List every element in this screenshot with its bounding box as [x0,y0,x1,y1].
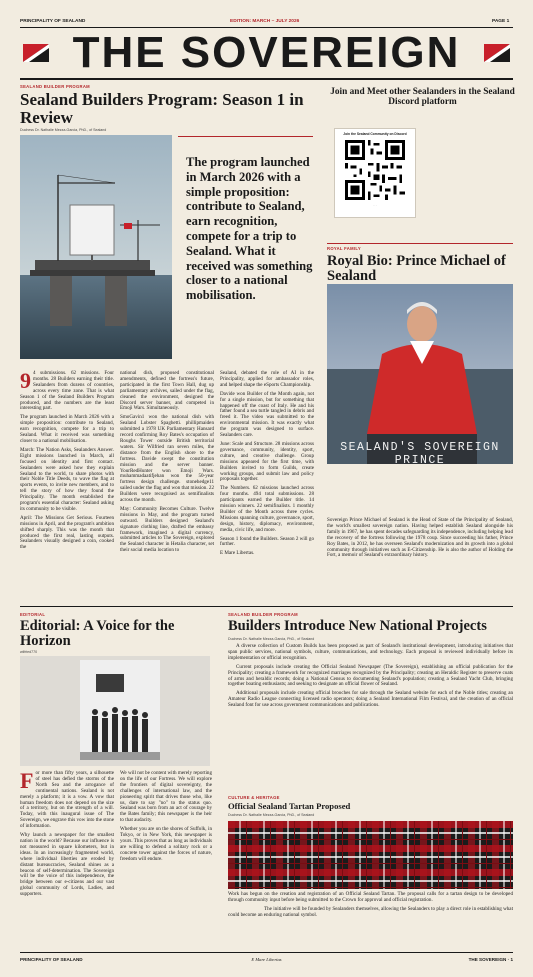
masthead-page: PAGE 1 [492,19,510,24]
projects-p2: Current proposals include creating the Official Sealand Newspaper (The Sovereign), establishing an official publication for the Principality; creating a framework for recognized marriages recognized by the Principality; creating an Heraldic Register to preserve coats of arms and heraldic records; doing a National Census to documenting Sealand's population; creating a Sealand Yacht Club, bringing together boating enthusiasts; and seeking to designate an official flower of Sealand. [228,663,513,688]
prince-michael-photo [327,284,513,464]
lead-col3-p4: The Numbers. 62 missions launched across four months. 494 total submissions. 28 participants earned the Builder title. 14 mission winners. 22 semifinalists. 1 monthly Builder of the Month across three cycles. Missions spanning culture, governance, sport, design, history, diplomacy, environment, media, civic life, and more. [220,485,314,533]
lead-byline: Duchess Dr. Nathalie Mezza-Garcia, PhD., of Sealand [20,128,107,132]
projects-p1: A diverse collection of Custom Builds has been proposed as part of Sealand's institutional development, introducing initiatives that span public services, national symbols, culture, communications, and technology. Each proposal is reviewed individually before its implementation or official recognition. [228,643,513,661]
sealand-fortress-photo [20,135,172,359]
lead-col3-p1: Sealand, debated the role of AI in the Principality, applied for ambassador roles, and helped shape the eSports Championship. [220,370,314,388]
section-divider [20,606,513,607]
bio-headline: Royal Bio: Prince Michael of Sealand [327,253,506,284]
discord-card [334,128,416,218]
lead-photo-rule [178,136,313,137]
projects-kicker: SEALAND BUILDER PROGRAM [228,612,298,617]
bio-text: Sovereign Prince Michael of Sealand is the Head of State of the Principality of Sealand, the world's smallest sovereign nation. Having helped establish Sealand alongside his family in 1967, he has spent decades safeguarding its independence, including helping lead the recovery of the fortress following the 1978 coup. Since succeeding his father, Prince Roy Bates, in 2012, he has overseen Sealand's modernization and its growth into a global community through initiatives such as E-Citizenship. He is also the author of Holding the Fort, a memoir of Sealand's extraordinary history. [327,517,513,559]
projects-byline: Duchess Dr. Nathalie Mezza-Garcia, PhD., of Sealand [228,637,315,641]
masthead-left: PRINCIPALITY OF SEALAND [20,19,86,24]
lead-dropcap: 9 [20,368,31,393]
projects-headline: Builders Introduce New National Projects [228,618,487,634]
discord-headline: Join and Meet other Sealanders in the Sealand Discord platform [330,87,515,107]
editorial-kicker: EDITORIAL [20,612,46,617]
lead-col1-p4: April: The Missions Get Serious. Fourteen missions in April, and the program's ambition shifted sharply. This was the month that produced the first real, lasting outputs. Sealanders visually designed a coin, cooked the [20,514,114,551]
lead-col3-p5: Season 1 found the Builders. Season 2 will go further. [220,535,314,548]
lead-col1-p2: The program launched in March 2026 with a simple proposition: contribute to Sealand, earn recognition, compete for a trip to Sealand. What it received was something closer to a national mobilisation. [20,414,114,444]
bio-rule [327,243,513,244]
editorial-col2-p2: Whether you are on the shores of Suffolk, in Tokyo, or in New York, this newspaper is yours. This proves that as long as individuals are willing to defend a solitary rock or a concrete tower against the forces of nature, freedom will endure. [120,826,212,862]
editorial-col1-p2: Why launch a newspaper for the smallest nation in the world? Because our influence is not measured in square kilometers, but in ideas. In an increasingly fragmented world, where individual liberties are eroded by distant bureaucracies, Sealand shines as a beacon of self-determination. The Sovereign will be the voice of this independence, the bridge between our e-citizens and our vast global community of Lords, Ladies, and supporters. [20,832,114,898]
lead-col2-p3: May: Community Becomes Culture. Twelve missions in May, and the program turned outward. Builders designed Sealand's signature clothing line, drafted the embassy framework, imagined a digital currency, submitted articles to The Sovereign, explored the Sealand character in Hetalia character, set their social media location to [120,505,214,554]
lead-column-2 [120,371,214,557]
tartan-pattern-image [228,821,513,889]
editorial-headline: Editorial: A Voice for the Horizon [20,618,175,649]
projects-p3: Additional proposals include creating official brooches for sale through the Sealand website for each of the Noble titles; creating an Amateur Radio League connecting licensed radio operators; doing a Sealand International Film Festival, and the creation of an official Sealand font for use across government communications and publications. [228,690,513,709]
bio-photo-caption: SEALAND'S SOVEREIGN PRINCE [340,441,500,467]
lead-col3-p6: E Mare Libertas. [220,550,255,557]
tartan-byline: Duchess Dr. Nathalie Mezza-Garcia, PhD., of Sealand [228,813,315,817]
lead-col3-p2: Davide won Builder of the Month again, not for a single mission, but for something that happened off the coast of Italy. He and his father found a sea turtle tangled in debris and freed it. The video was submitted to the environmental mission. It was exactly what the program was designed to surface. Sealanders care. [220,390,314,439]
footer-right: THE SOVEREIGN · 1 [468,957,513,962]
sealand-flag-right [484,44,510,62]
editorial-dropcap: F [20,768,34,793]
tartan-headline: Official Sealand Tartan Proposed [228,801,351,811]
discord-qr-code[interactable] [345,140,405,200]
editorial-column-2 [120,771,212,866]
lead-pullquote: The program launched in March 2026 with a simple proposition: contribute to Sealand, earn recognition, compete for a trip to Sealand. What it received was something closer to a national mobilisation. [186,155,313,303]
lead-col1-p3: March: The Nation Asks, Sealanders Answer. Eight missions launched in March, all focused on identity and first contact. Sealanders were asked how they explain Sealand to the world, to share photos with their Noble Title Deeds, to wave the flag at sports events, to invite new members, and to tell the story of how they found the Principality. The month established the program's essential character: Sealand asking its community to be visible. [20,446,114,512]
footer-rule [20,952,513,953]
lead-col1-p1: 4 submissions. 62 missions. Four months. 28 Builders earning their title. Sealanders from dozens of countries, across every time zone. That is what Season 1 of the Sealand Builders Program produced, and the numbers are the least interesting part. [20,370,114,412]
editorial-byline: wilfried770 [20,650,38,654]
discord-card-footnote: · · · [372,204,378,207]
lead-col3-p3: June: Scale and Structure. 28 missions across governance, community, identity, sport, culture, and creative challenge. Group missions appeared for the first time, with Builders invited to form Guilds, create working groups, and submit law and policy proposals together. [220,440,314,483]
masthead-rule-bottom [20,78,513,80]
discord-qr-caption: Join the Sealand Community on Discord [343,132,407,136]
lead-kicker: SEALAND BUILDER PROGRAM [20,84,90,89]
editorial-col1-p1: or more than fifty years, a silhouette of steel has defied the storms of the North Sea and the arrogance of continental nations. Sealand is not merely a platform; it is a vow. A vow that human freedom does not depend on the size of a territory, but on the strength of a will. Today, with this inaugural issue of The Sovereign, we engrave this vow into the stone of information. [20,770,114,830]
tartan-p2: The initiative will be founded by Sealanders themselves, allowing the Sealanders to play a direct role in establishing what could become an enduring national symbol. [228,905,513,918]
lead-column-1 [20,368,114,554]
lead-column-3 [220,371,314,560]
editorial-column-1 [20,768,114,901]
masthead-edition: EDITION: MARCH – JULY 2026 [230,19,300,24]
editorial-col2-p1: We will not be content with merely reporting on the life of our Fortress. We will explore the frontiers of digital sovereignty, the challenges of international law, and the pioneering spirit that drives those who, like us, dare to say "no" to the status quo. Sealand was born from an act of courage by the Bates family; this newspaper is the heir to that audacity. [120,770,212,824]
tartan-kicker: CULTURE & HERITAGE [228,795,280,800]
lead-col2-p2: SmoGavin1 won the national dish with Sealand Lobster Spaghetti. phillipmaiden submitted a 1978 UK Parliamentary Hansard record confirming Roy Bates's occupation of Roughs Tower outside British territorial waters. Sir Wilfried ran seven miles, the distance from the English shore to the fortress. Davide swept the constitution mission and the server banner. YourRedHunter won Emoji Wars. muhammadaatifjehan won the 50-year fortress design challenge. stonehedge11 sailed under the flag and won that mission. 22 Builders were recognised as semifinalists across the month. [120,414,214,504]
lead-headline: Sealand Builders Program: Season 1 in Review [20,90,304,127]
bio-kicker: ROYAL FAMILY [327,246,361,251]
newspaper-title: THE SOVEREIGN [72,28,461,77]
footer-left: PRINCIPALITY OF SEALAND [20,957,83,962]
tartan-body [228,892,513,922]
historic-group-photo [20,656,210,766]
projects-body [228,644,513,712]
footer-motto: E Mare Libertas [251,957,282,962]
lead-col2-p1: national dish, proposed constitutional amendments, defined the fortress's future, participated in the first Town Hall, dug up parliamentary archives, sailed under the flag, cleaned the environment, designed the Discord server banner, and competed in Emoji Wars. Simultaneously. [120,370,214,412]
tartan-p1: Work has begun on the creation and registration of an Official Sealand Tartan. The proposal calls for a tartan design to be developed through community input before being submitted to the Crown for approval and official registration. [228,891,513,903]
